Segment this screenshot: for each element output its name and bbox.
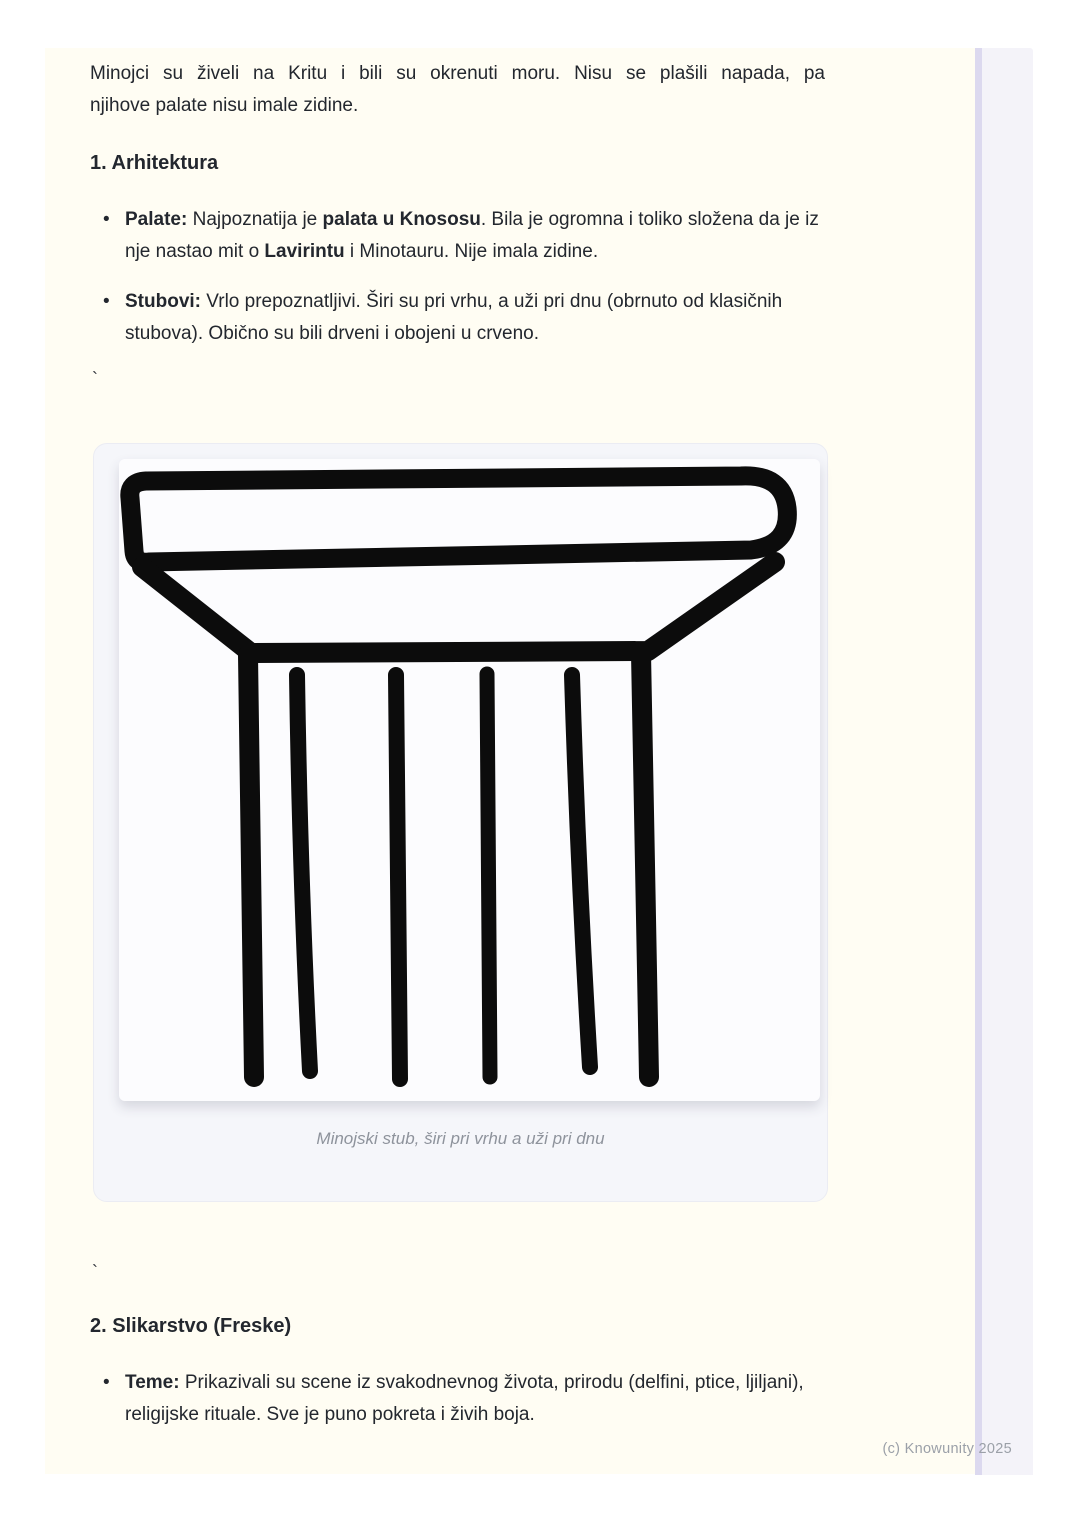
list-item-teme — [90, 1367, 825, 1431]
document-page — [45, 48, 975, 1474]
next-page-preview — [982, 48, 1033, 1475]
list-arhitektura — [90, 204, 825, 350]
list-item-text: Palate: Najpoznatija je palata u Knososu. Bila je ogromna i toliko složena da je iz nje nastao mit o Lavirintu i Minotauru. Nije imala zidine. — [125, 209, 819, 262]
list-item-text: Teme: Prikazivali su scene iz svakodnevnog života, prirodu (delfini, ptice, ljiljani), religijske rituale. Sve je puno pokreta i živih boja. — [125, 1372, 804, 1425]
next-page-edge — [975, 48, 982, 1475]
list-item-text: Stubovi: Vrlo prepoznatljivi. Širi su pri vrhu, a uži pri dnu (obrnuto od klasičnih stubova). Obično su bili drveni i obojeni u crveno. — [125, 291, 783, 344]
copyright-watermark: (c) Knowunity 2025 — [882, 1441, 1012, 1457]
intro-line-1: Minojci su živeli na Kritu i bili su okrenuti moru. Nisu se plašili napada, pa — [90, 63, 825, 84]
minoan-column-drawing-icon — [119, 459, 820, 1101]
list-slikarstvo — [90, 1367, 825, 1431]
figure-caption: Minojski stub, širi pri vrhu a uži pri dnu — [316, 1129, 605, 1148]
intro-line-2: njihove palate nisu imale zidine. — [90, 95, 359, 116]
bullet-marker: • — [103, 291, 110, 312]
page-content — [90, 48, 825, 1431]
stray-backtick-2: ` — [92, 1262, 98, 1282]
stray-backtick-1: ` — [92, 369, 98, 389]
heading-slikarstvo: 2. Slikarstvo (Freske) — [90, 1315, 292, 1337]
bullet-marker: • — [103, 1372, 110, 1393]
heading-arhitektura: 1. Arhitektura — [90, 152, 219, 174]
list-item-palate — [90, 204, 825, 268]
minoan-column-image — [119, 459, 820, 1101]
paragraph-intro — [90, 58, 825, 122]
bullet-marker: • — [103, 209, 110, 230]
list-item-stubovi — [90, 286, 825, 350]
figure-card — [93, 443, 828, 1202]
